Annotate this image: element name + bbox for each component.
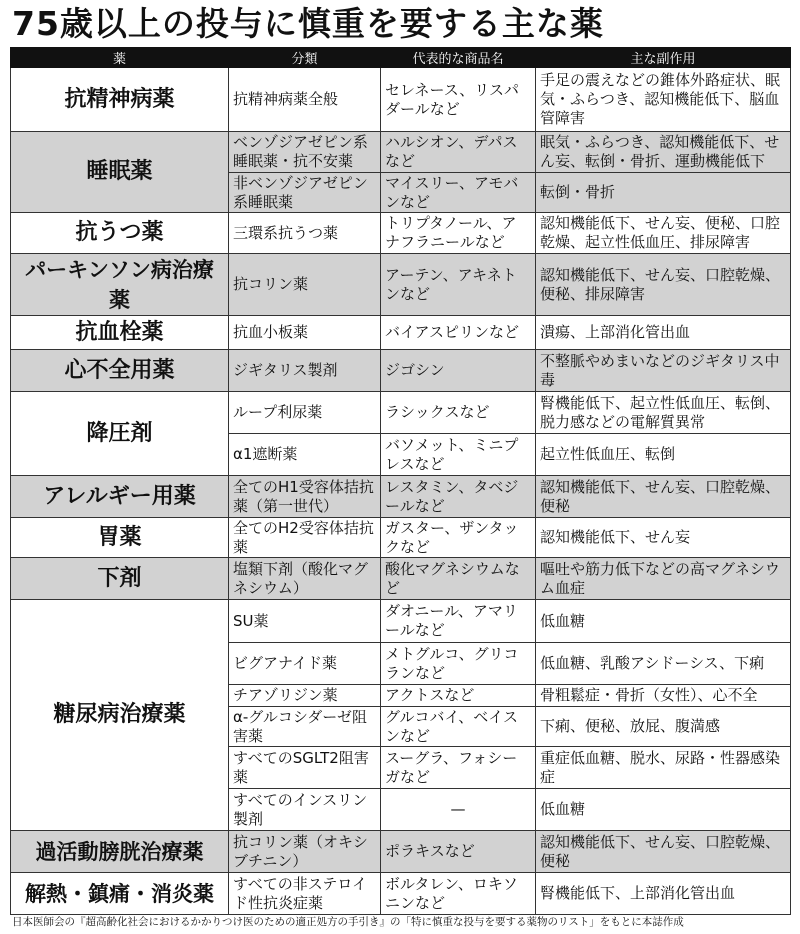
brand-names: ジゴシン [381,350,536,392]
drug-table [10,47,791,915]
drug-category: 糖尿病治療薬 [11,600,229,831]
brand-names: ダオニール、アマリールなど [381,600,536,643]
drug-category: パーキンソン病治療薬 [11,254,229,316]
side-effects: 骨粗鬆症・骨折（女性）、心不全 [536,685,791,707]
table-row [11,213,791,254]
side-effects: 嘔吐や筋力低下などの高マグネシウム血症 [536,558,791,600]
drug-class: 抗コリン薬 [229,254,381,316]
source-note: 日本医師会の『超高齢化社会におけるかかりつけ医のための適正処方の手引き』の「特に慎重な投与を要する薬物のリスト」をもとに本誌作成 [12,916,684,928]
drug-category: アレルギー用薬 [11,476,229,518]
brand-names: ハルシオン、デパスなど [381,132,536,173]
brand-names: マイスリー、アモバンなど [381,173,536,213]
side-effects: 不整脈やめまいなどのジギタリス中毒 [536,350,791,392]
brand-names: ボルタレン、ロキソニンなど [381,873,536,915]
table-row [11,831,791,873]
drug-class: ループ利尿薬 [229,392,381,434]
brand-names: グルコバイ、ベイスンなど [381,707,536,747]
table-row [11,350,791,392]
table-row [11,392,791,434]
drug-category: 睡眠薬 [11,132,229,213]
drug-class: ビグアナイド薬 [229,643,381,685]
brand-names: 酸化マグネシウムなど [381,558,536,600]
side-effects: 下痢、便秘、放屁、腹満感 [536,707,791,747]
drug-category: 降圧剤 [11,392,229,476]
drug-class: 全てのH2受容体拮抗薬 [229,518,381,558]
drug-class: 抗コリン薬（オキシブチニン） [229,831,381,873]
brand-names: アーテン、アキネトンなど [381,254,536,316]
side-effects: 手足の震えなどの錐体外路症状、眠気・ふらつき、認知機能低下、脳血管障害 [536,68,791,132]
brand-names: トリプタノール、アナフラニールなど [381,213,536,254]
side-effects: 低血糖 [536,789,791,831]
brand-names: ポラキスなど [381,831,536,873]
side-effects: 起立性低血圧、転倒 [536,434,791,476]
brand-names: メトグルコ、グリコランなど [381,643,536,685]
header-brand: 代表的な商品名 [381,48,536,68]
drug-class: 全てのH1受容体拮抗薬（第一世代） [229,476,381,518]
brand-names: アクトスなど [381,685,536,707]
side-effects: 眠気・ふらつき、認知機能低下、せん妄、転倒・骨折、運動機能低下 [536,132,791,173]
drug-class: 抗血小板薬 [229,316,381,350]
side-effects: 認知機能低下、せん妄、口腔乾燥、便秘 [536,476,791,518]
brand-names: セレネース、リスパダールなど [381,68,536,132]
drug-category: 抗血栓薬 [11,316,229,350]
drug-class: 非ベンゾジアゼピン系睡眠薬 [229,173,381,213]
table-row [11,518,791,558]
table-row [11,558,791,600]
table-header-row [11,48,791,68]
brand-names: ラシックスなど [381,392,536,434]
drug-category: 胃薬 [11,518,229,558]
side-effects: 転倒・骨折 [536,173,791,213]
drug-class: ベンゾジアゼピン系睡眠薬・抗不安薬 [229,132,381,173]
table-row [11,132,791,173]
header-class: 分類 [229,48,381,68]
table-row [11,68,791,132]
side-effects: 認知機能低下、せん妄、口腔乾燥、便秘 [536,831,791,873]
side-effects: 認知機能低下、せん妄、便秘、口腔乾燥、起立性低血圧、排尿障害 [536,213,791,254]
brand-names: レスタミン、タベジールなど [381,476,536,518]
drug-class: チアゾリジン薬 [229,685,381,707]
brand-names: バソメット、ミニプレスなど [381,434,536,476]
table-row [11,600,791,643]
drug-category: 抗うつ薬 [11,213,229,254]
page-title: 75歳以上の投与に慎重を要する主な薬 [12,4,604,43]
drug-class: α1遮断薬 [229,434,381,476]
drug-category: 下剤 [11,558,229,600]
brand-names: ガスター、ザンタックなど [381,518,536,558]
table-row [11,873,791,915]
drug-category: 解熱・鎮痛・消炎薬 [11,873,229,915]
table-row [11,316,791,350]
header-effects: 主な副作用 [536,48,791,68]
brand-names: バイアスピリンなど [381,316,536,350]
drug-category: 心不全用薬 [11,350,229,392]
drug-class: 三環系抗うつ薬 [229,213,381,254]
drug-class: SU薬 [229,600,381,643]
drug-class: すべてのSGLT2阻害薬 [229,747,381,789]
drug-class: ジギタリス製剤 [229,350,381,392]
side-effects: 腎機能低下、起立性低血圧、転倒、脱力感などの電解質異常 [536,392,791,434]
side-effects: 認知機能低下、せん妄 [536,518,791,558]
header-drug: 薬 [11,48,229,68]
brand-names: スーグラ、フォシーガなど [381,747,536,789]
drug-class: α-グルコシダーゼ阻害薬 [229,707,381,747]
drug-class: すべてのインスリン製剤 [229,789,381,831]
side-effects: 低血糖 [536,600,791,643]
side-effects: 低血糖、乳酸アシドーシス、下痢 [536,643,791,685]
table-row [11,254,791,316]
drug-category: 抗精神病薬 [11,68,229,132]
brand-names: — [381,789,536,831]
drug-class: 塩類下剤（酸化マグネシウム） [229,558,381,600]
drug-class: 抗精神病薬全般 [229,68,381,132]
table-row [11,476,791,518]
side-effects: 認知機能低下、せん妄、口腔乾燥、便秘、排尿障害 [536,254,791,316]
drug-category: 過活動膀胱治療薬 [11,831,229,873]
side-effects: 重症低血糖、脱水、尿路・性器感染症 [536,747,791,789]
side-effects: 潰瘍、上部消化管出血 [536,316,791,350]
side-effects: 腎機能低下、上部消化管出血 [536,873,791,915]
drug-class: すべての非ステロイド性抗炎症薬 [229,873,381,915]
